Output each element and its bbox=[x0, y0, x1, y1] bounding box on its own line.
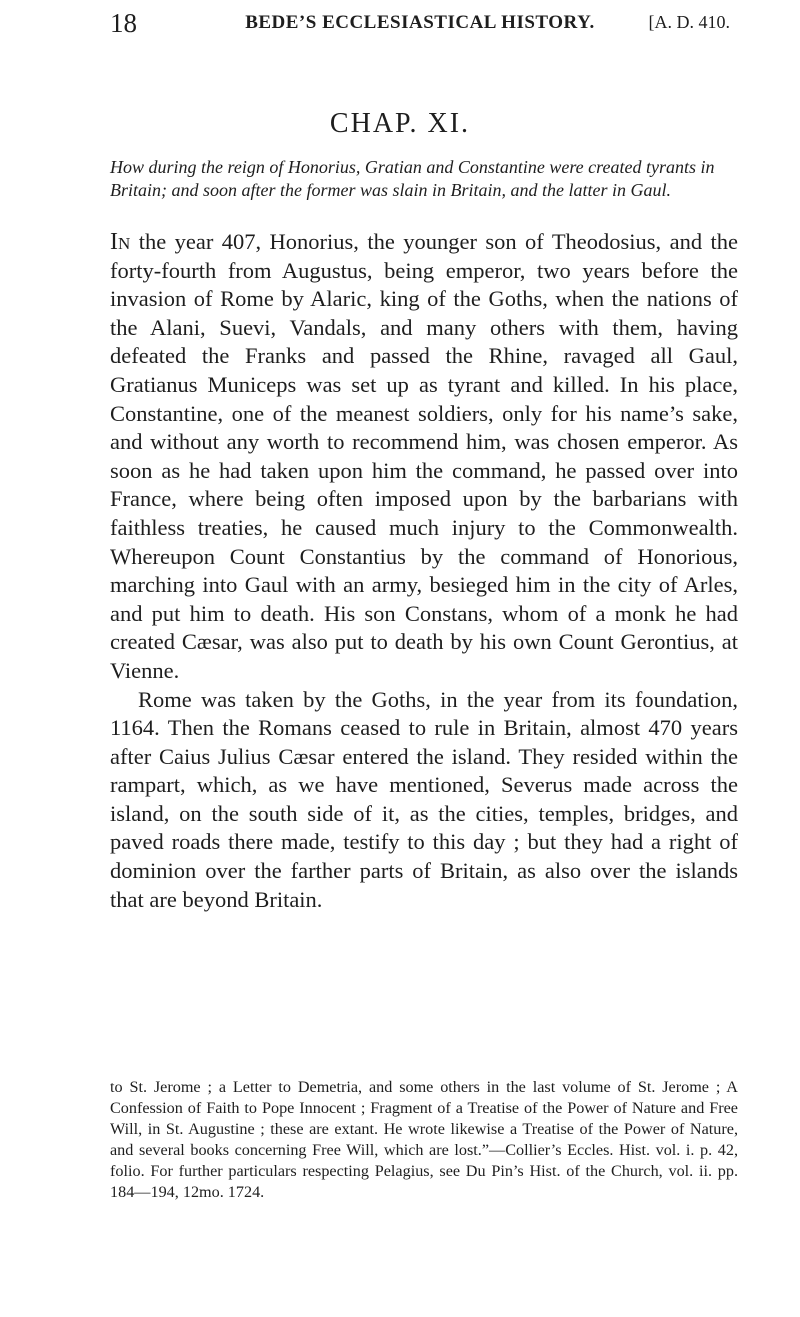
footnote: to St. Jerome ; a Letter to Demetria, and some others in the last volume of St. Jerome ; A Confession of Faith to Pope Innocent ; Fragment of a Treatise of the Power of Nature and Free Will, in St. Augustine ; these are extant. He wrote likewise a Treatise of the Power of Nature, and several books concerning Free Will, which are lost.”—Collier’s Eccles. Hist. vol. i. p. 42, folio. For further particulars respecting Pelagius, see Du Pin’s Hist. of the Church, vol. ii. pp. 184—194, 12mo. 1724. bbox=[110, 1078, 738, 1201]
running-head bbox=[110, 8, 730, 42]
paragraph-1-text: the year 407, Honorius, the younger son of Theodosius, and the forty-fourth from Augustus, being emperor, two years before the invasion of Rome by Alaric, king of the Goths, when the nations of the Alani, Suevi, Vandals, and many others with them, having defeated the Franks and passed the Rhine, ravaged all Gaul, Gratianus Municeps was set up as tyrant and killed. In his place, Constantine, one of the meanest soldiers, only for his name’s sake, and without any worth to recommend him, was chosen emperor. As soon as he had taken upon him the command, he passed over into France, where being often imposed upon by the barbarians with faithless treaties, he caused much injury to the Commonwealth. Whereupon Count Constantius by the command of Honorious, marching into Gaul with an army, besieged him in the city of Arles, and put him to death. His son Constans, whom of a monk he had created Cæsar, was also put to death by his own Count Gerontius, at Vienne. bbox=[110, 229, 738, 683]
chapter-summary: How during the reign of Honorius, Gratian and Constantine were created tyrants in Britain; and soon after the former was slain in Britain, and the latter in Gaul. bbox=[110, 157, 715, 200]
date-reference: [A. D. 410. bbox=[648, 12, 730, 32]
paragraph-1 bbox=[110, 228, 738, 686]
opening-word: In bbox=[110, 229, 131, 255]
running-title: BEDE’S ECCLESIASTICAL HISTORY. bbox=[245, 12, 595, 33]
paragraph-2: Rome was taken by the Goths, in the year from its foundation, 1164. Then the Romans ceased to rule in Britain, almost 470 years after Caius Julius Cæsar entered the island. They resided within the rampart, which, as we have mentioned, Severus made across the island, on the south side of it, as the cities, temples, bridges, and paved roads there made, testify to this day ; but they had a right of dominion over the farther parts of Britain, as also over the islands that are beyond Britain. bbox=[110, 686, 738, 912]
chapter-title: CHAP. XI. bbox=[329, 108, 471, 139]
page-number: 18 bbox=[110, 8, 137, 38]
body-text bbox=[110, 228, 738, 914]
